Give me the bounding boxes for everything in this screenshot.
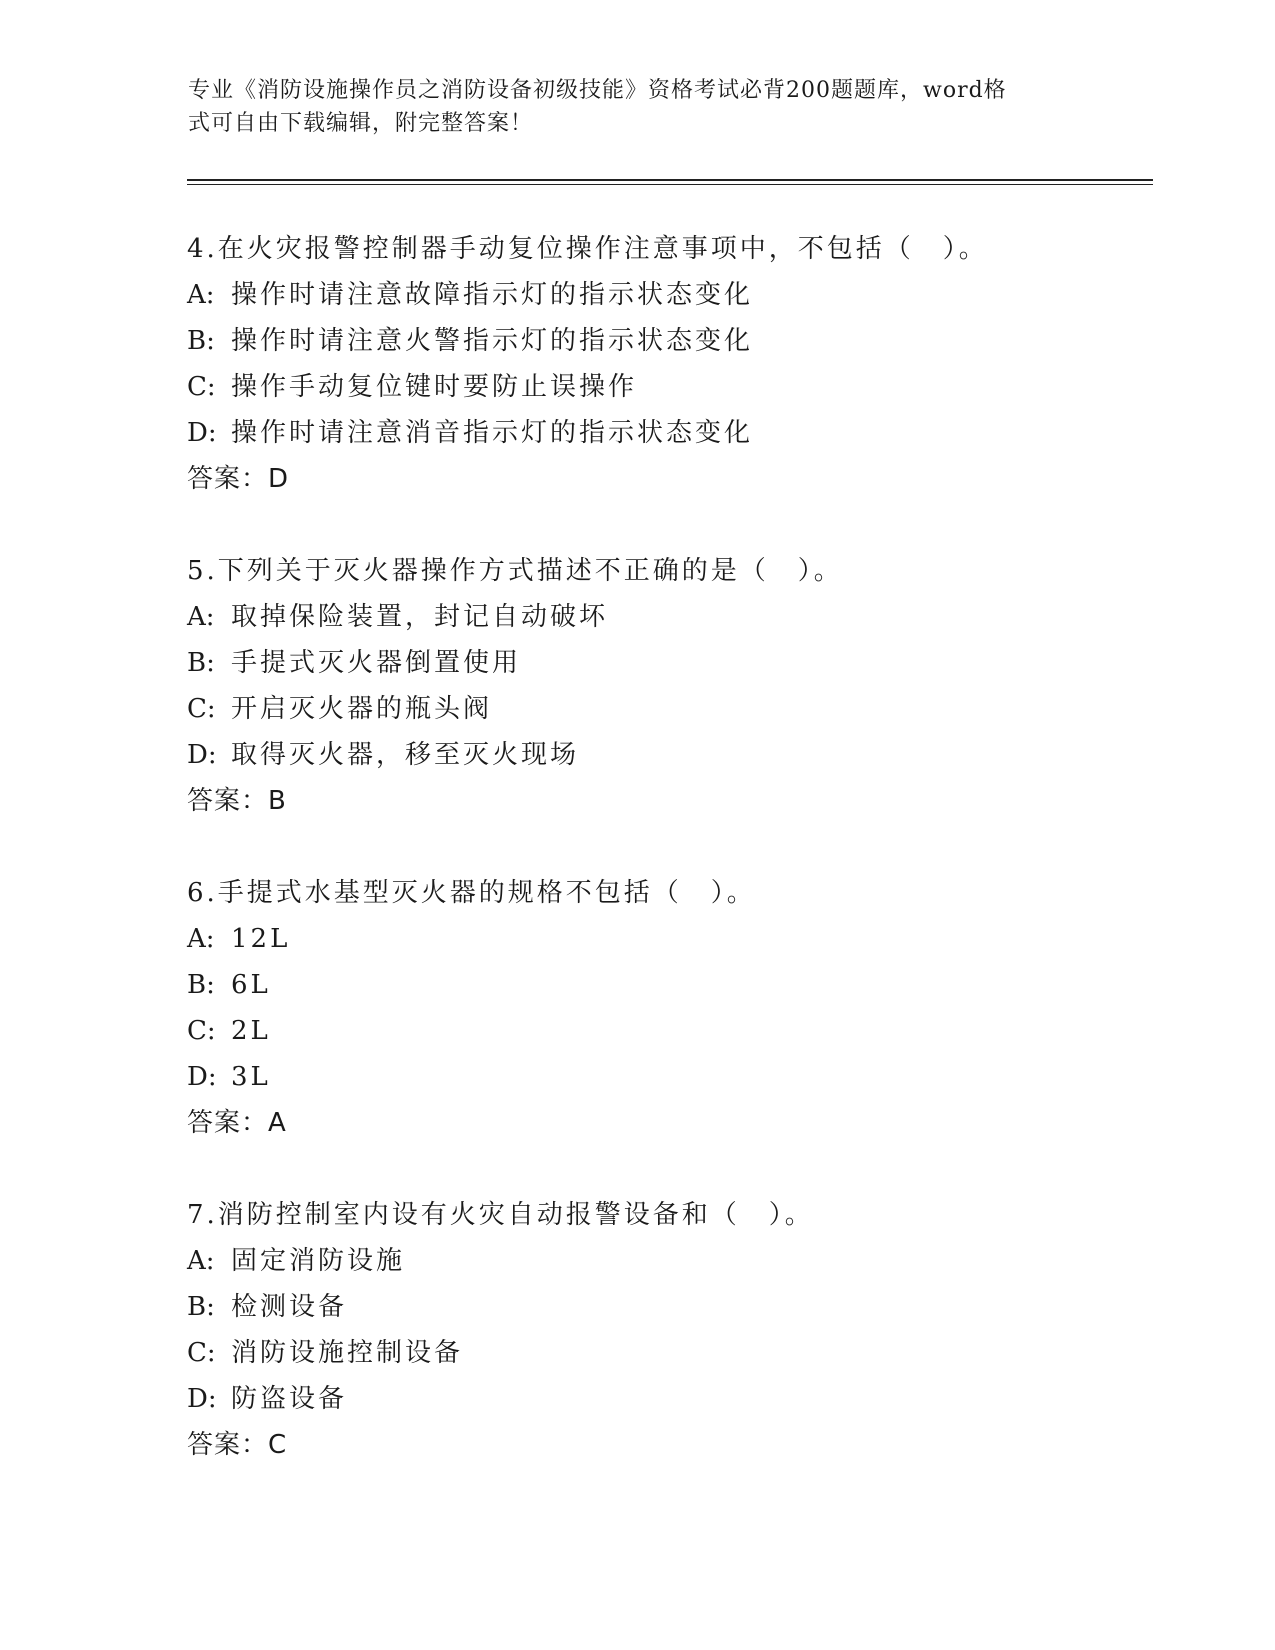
option-text: 手提式灭火器倒置使用 — [231, 648, 522, 678]
option-d — [187, 1054, 1167, 1100]
option-a — [187, 916, 1167, 962]
option-c — [187, 686, 1167, 732]
header-line-2: 式可自由下载编辑，附完整答案！ — [188, 111, 534, 136]
option-d — [187, 1376, 1167, 1422]
option-text: 6L — [231, 970, 271, 1000]
question-stem: 6.手提式水基型灭火器的规格不包括（ ）。 — [187, 878, 756, 908]
option-label: C: — [187, 1338, 216, 1368]
option-text: 消防设施控制设备 — [231, 1338, 464, 1368]
option-label: A: — [187, 1246, 215, 1276]
question-block — [187, 548, 1167, 824]
option-b — [187, 962, 1167, 1008]
option-text: 12L — [231, 924, 291, 954]
question-stem: 7.消防控制室内设有火灾自动报警设备和（ ）。 — [187, 1200, 814, 1230]
option-a — [187, 594, 1167, 640]
question-block — [187, 226, 1167, 502]
question-stem: 5.下列关于灭火器操作方式描述不正确的是（ ）。 — [187, 556, 843, 586]
option-label: A: — [187, 602, 215, 632]
question-block — [187, 870, 1167, 1146]
option-label: B: — [187, 970, 215, 1000]
option-text: 防盗设备 — [231, 1384, 348, 1414]
option-label: D: — [187, 418, 217, 448]
option-text: 固定消防设施 — [231, 1246, 406, 1276]
option-text: 操作时请注意故障指示灯的指示状态变化 — [231, 280, 754, 310]
answer-line: 答案：D — [187, 464, 290, 494]
option-text: 开启灭火器的瓶头阀 — [231, 694, 493, 724]
option-d — [187, 732, 1167, 778]
document-header — [188, 74, 1068, 140]
answer-line: 答案：B — [187, 786, 287, 816]
header-line-1: 专业《消防设施操作员之消防设备初级技能》资格考试必背200题题库，word格 — [188, 78, 1007, 103]
option-label: C: — [187, 372, 216, 402]
option-label: D: — [187, 740, 217, 770]
header-divider-thick — [187, 179, 1153, 181]
option-label: B: — [187, 1292, 215, 1322]
option-label: C: — [187, 694, 216, 724]
answer-line: 答案：C — [187, 1430, 288, 1460]
option-text: 2L — [231, 1016, 271, 1046]
option-text: 取掉保险装置，封记自动破坏 — [231, 602, 609, 632]
question-stem: 4.在火灾报警控制器手动复位操作注意事项中，不包括（ ）。 — [187, 234, 988, 264]
option-label: B: — [187, 326, 215, 356]
answer-line: 答案：A — [187, 1108, 287, 1138]
option-b — [187, 318, 1167, 364]
option-text: 检测设备 — [231, 1292, 348, 1322]
option-a — [187, 1238, 1167, 1284]
option-label: C: — [187, 1016, 216, 1046]
option-label: D: — [187, 1384, 217, 1414]
option-text: 操作时请注意火警指示灯的指示状态变化 — [231, 326, 754, 356]
option-text: 操作手动复位键时要防止误操作 — [231, 372, 638, 402]
option-label: D: — [187, 1062, 217, 1092]
option-text: 操作时请注意消音指示灯的指示状态变化 — [231, 418, 754, 448]
option-a — [187, 272, 1167, 318]
option-d — [187, 410, 1167, 456]
option-text: 3L — [231, 1062, 271, 1092]
option-c — [187, 1008, 1167, 1054]
option-label: B: — [187, 648, 215, 678]
option-b — [187, 640, 1167, 686]
question-block — [187, 1192, 1167, 1468]
option-b — [187, 1284, 1167, 1330]
option-c — [187, 364, 1167, 410]
option-label: A: — [187, 280, 215, 310]
option-c — [187, 1330, 1167, 1376]
option-label: A: — [187, 924, 215, 954]
option-text: 取得灭火器，移至灭火现场 — [231, 740, 580, 770]
header-divider-thin — [187, 184, 1153, 185]
